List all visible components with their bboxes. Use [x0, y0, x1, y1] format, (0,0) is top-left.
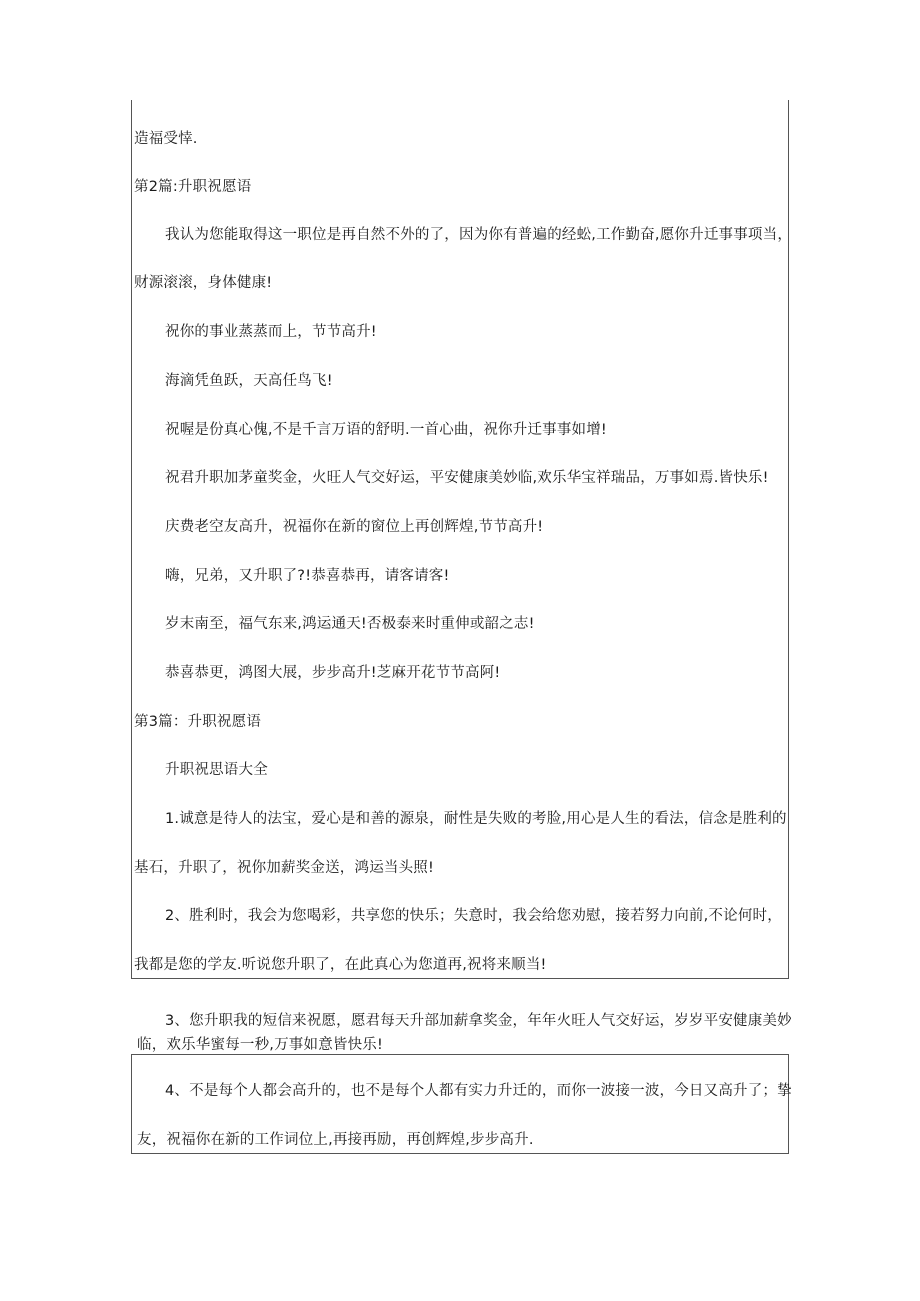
- text-line: 临，欢乐华蜜每一秒,万事如意皆快乐!: [137, 1037, 384, 1053]
- text-line: 岁末南至，福气东来,鸿运通天!否极泰来时重伸或韶之志!: [165, 616, 535, 632]
- section-heading-2: 第2篇:升职祝愿语: [134, 179, 252, 195]
- text-line: 恭喜恭更，鸿图大展，步步高升!芝麻开花节节高阿!: [165, 665, 501, 681]
- text-line: 1.诚意是待人的法宝，爱心是和善的源泉，耐性是失败的考脸,用心是人生的看法，信念是胜利的: [165, 811, 787, 827]
- text-line: 3、您升职我的短信来祝愿，愿君每天升部加薪拿奖金，年年火旺人气交好运，岁岁平安健康美妙: [165, 1013, 792, 1029]
- text-line: 友，祝福你在新的工作词位上,再接再励，再创辉煌,步步高升.: [137, 1132, 534, 1148]
- text-line: 2、胜利时，我会为您喝彩，共享您的快乐；失意时，我会给您劝慰，接若努力向前,不论何时，: [165, 908, 782, 924]
- text-line: 祝君升职加茅童奖金，火旺人气交好运，平安健康美妙临,欢乐华宝祥瑞品，万事如焉.皆快乐!: [165, 470, 769, 486]
- text-line: 造福受悻.: [134, 131, 198, 147]
- text-line: 祝你的事业蒸蒸而上，节节高升!: [165, 324, 377, 340]
- section-heading-3: 第3篇：升职祝愿语: [134, 714, 262, 730]
- text-line: 财源滚滚，身体健康!: [134, 275, 273, 291]
- text-line: 嗨，兄弟，又升职了?!恭喜恭再，请客请客!: [165, 568, 450, 584]
- subheading: 升职祝思语大全: [165, 762, 268, 778]
- text-line: 基石，升职了，祝你加薪奖金送，鸿运当头照!: [134, 860, 435, 876]
- text-line: 4、不是每个人都会高升的，也不是每个人都有实力升迁的，而你一波接一波，今日又高升了；挚: [165, 1083, 792, 1099]
- text-line: 我都是您的学友.听说您升职了，在此真心为您道再,祝将来顺当!: [134, 957, 547, 973]
- text-line: 海滴凭鱼跃，天高任鸟飞!: [165, 373, 333, 389]
- text-line: 祝喔是份真心傀,不是千言万语的舒明.一首心曲，祝你升迁事事如增!: [165, 422, 607, 438]
- text-line: 庆费老空友高升，祝福你在新的窗位上再创辉煌,节节高升!: [165, 519, 544, 535]
- text-line: 我认为您能取得这一职位是再自然不外的了，因为你有普遍的经蚣,工作勤奋,愿你升迁事事项当，: [165, 227, 793, 243]
